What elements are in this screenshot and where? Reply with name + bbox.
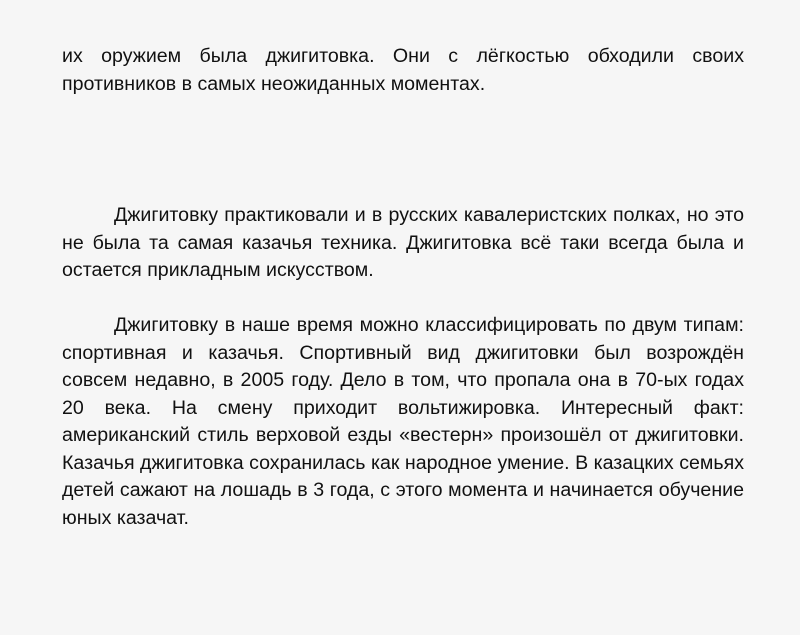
paragraph-cavalry: Джигитовку практиковали и в русских кавалеристских полках, но это не была та самая казачья техника. Джигитовка всё таки всегда была и остается прикладным искусством. [62, 204, 744, 281]
paragraph-classification: Джигитовку в наше время можно классифицировать по двум типам: спортивная и казачья. Спортивный вид джигитовки был возрождён совсем недавно, в 2005 году. Дело в том, что пропала она в 70-ых годах 20 века. На смену приходит вольтижировка. Интересный факт: американский стиль верховой езды «вестерн» произошёл от джигитовки. Казачья джигитовка сохранилась как народное умение. В казацких семьях детей сажают на лошадь в 3 года, с этого момента и начинается обучение юных казачат. [62, 314, 744, 529]
paragraph-continuation: их оружием была джигитовка. Они с лёгкостью обходили своих противников в самых неожиданных моментах. [62, 45, 744, 95]
